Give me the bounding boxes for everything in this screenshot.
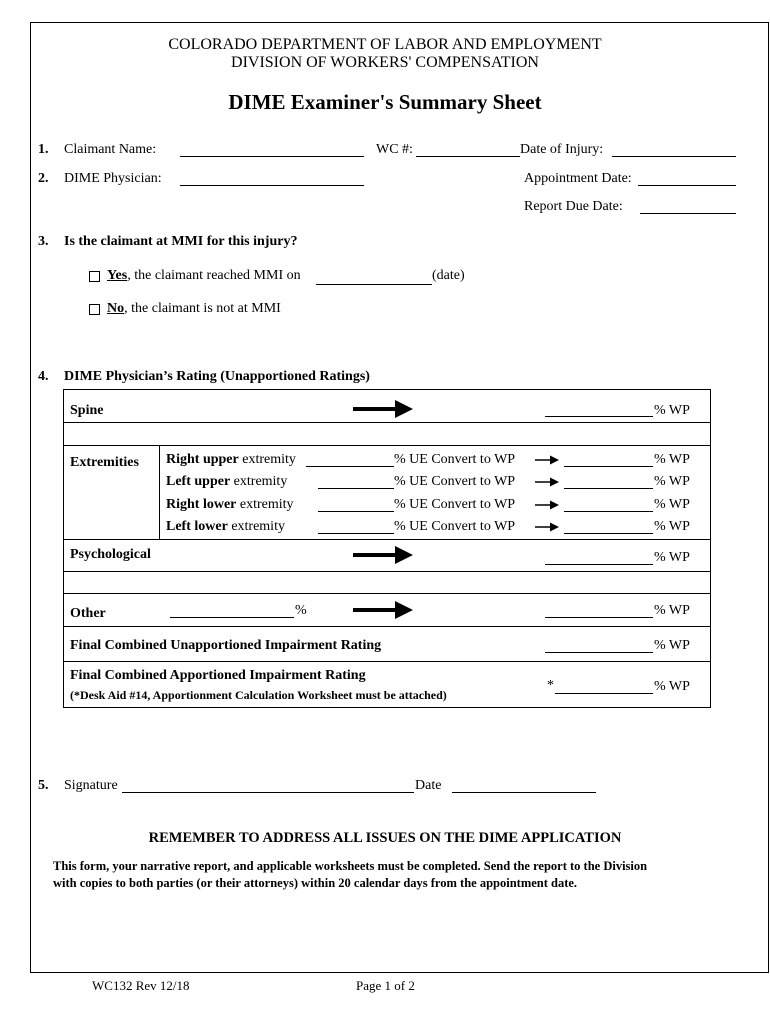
final-unapportioned-label: Final Combined Unapportioned Impairment Rating	[70, 638, 382, 653]
rating-table-divider	[64, 445, 710, 446]
psychological-arrow-icon	[353, 545, 413, 565]
other-percent-unit: %	[295, 603, 307, 618]
mmi-date-field[interactable]	[316, 284, 432, 285]
form-id: WC132 Rev 12/18	[92, 978, 190, 993]
right-lower-arrow-icon	[535, 499, 559, 511]
division-name: DIVISION OF WORKERS' COMPENSATION	[231, 54, 539, 71]
spine-arrow-icon	[353, 399, 413, 419]
signature-date-label: Date	[415, 778, 442, 793]
other-wp-unit: % WP	[654, 603, 690, 618]
left-upper-arrow-icon	[535, 476, 559, 488]
page-number: Page 1 of 2	[356, 978, 415, 993]
q5-number: 5.	[38, 778, 49, 793]
apportionment-note: (*Desk Aid #14, Apportionment Calculation Worksheet must be attached)	[70, 688, 447, 702]
q4-number: 4.	[38, 369, 49, 384]
claimant-name-field[interactable]	[180, 156, 364, 157]
mmi-no-checkbox[interactable]	[89, 304, 100, 315]
left-upper-ue-field[interactable]	[318, 488, 394, 489]
left-upper-wp-field[interactable]	[564, 488, 653, 489]
right-upper-wp-field[interactable]	[564, 466, 653, 467]
extremities-label: Extremities	[70, 455, 139, 470]
date-of-injury-label: Date of Injury:	[520, 142, 604, 157]
instructions-line-1: This form, your narrative report, and applicable worksheets must be completed. Send the report to the Division	[53, 859, 648, 873]
department-name: COLORADO DEPARTMENT OF LABOR AND EMPLOYMENT	[168, 36, 602, 53]
mmi-date-hint: (date)	[432, 268, 465, 283]
signature-date-field[interactable]	[452, 792, 596, 793]
extremities-column-divider	[159, 445, 160, 539]
signature-field[interactable]	[122, 792, 414, 793]
right-lower-extremity-label: Right lower extremity	[166, 497, 294, 512]
reminder-heading: REMEMBER TO ADDRESS ALL ISSUES ON THE DIME APPLICATION	[148, 830, 622, 846]
left-lower-arrow-icon	[535, 521, 559, 533]
right-upper-ue-convert: % UE Convert to WP	[394, 452, 516, 467]
claimant-name-label: Claimant Name:	[64, 142, 157, 157]
wc-number-label: WC #:	[376, 142, 413, 157]
right-lower-ue-field[interactable]	[318, 511, 394, 512]
instructions-line-2: with copies to both parties (or their attorneys) within 20 calendar days from the appointment date.	[53, 876, 578, 890]
appointment-date-field[interactable]	[638, 185, 736, 186]
rating-section-title: DIME Physician’s Rating (Unapportioned Ratings)	[64, 369, 370, 384]
report-due-date-label: Report Due Date:	[524, 199, 623, 214]
psychological-wp-field[interactable]	[545, 564, 653, 565]
final-apportioned-unit: % WP	[654, 679, 690, 694]
final-apportioned-label: Final Combined Apportioned Impairment Rating	[70, 668, 366, 683]
right-lower-wp-field[interactable]	[564, 511, 653, 512]
other-arrow-icon	[353, 600, 413, 620]
right-upper-ue-field[interactable]	[306, 466, 394, 467]
psychological-label: Psychological	[70, 547, 151, 562]
spine-label: Spine	[70, 403, 104, 418]
rating-table-divider	[64, 571, 710, 572]
psychological-wp-unit: % WP	[654, 550, 690, 565]
q1-number: 1.	[38, 142, 49, 157]
rating-table-divider	[64, 661, 710, 662]
right-lower-ue-convert: % UE Convert to WP	[394, 497, 516, 512]
appointment-date-label: Appointment Date:	[524, 171, 632, 186]
mmi-question: Is the claimant at MMI for this injury?	[64, 234, 298, 249]
dime-physician-label: DIME Physician:	[64, 171, 162, 186]
q3-number: 3.	[38, 234, 49, 249]
mmi-yes-label: Yes, the claimant reached MMI on	[107, 268, 301, 283]
mmi-yes-checkbox[interactable]	[89, 271, 100, 282]
left-lower-wp-unit: % WP	[654, 519, 690, 534]
mmi-no-label: No, the claimant is not at MMI	[107, 301, 281, 316]
right-upper-arrow-icon	[535, 454, 559, 466]
left-upper-wp-unit: % WP	[654, 474, 690, 489]
other-label: Other	[70, 606, 106, 621]
left-upper-extremity-label: Left upper extremity	[166, 474, 288, 489]
right-upper-extremity-label: Right upper extremity	[166, 452, 296, 467]
other-wp-field[interactable]	[545, 617, 653, 618]
left-lower-wp-field[interactable]	[564, 533, 653, 534]
rating-table-divider	[64, 422, 710, 423]
other-percent-field[interactable]	[170, 617, 294, 618]
rating-table-divider	[64, 593, 710, 594]
left-lower-ue-field[interactable]	[318, 533, 394, 534]
rating-table-divider	[64, 539, 710, 540]
page-title: DIME Examiner's Summary Sheet	[228, 90, 542, 114]
final-unapportioned-field[interactable]	[545, 652, 653, 653]
report-due-date-field[interactable]	[640, 213, 736, 214]
date-of-injury-field[interactable]	[612, 156, 736, 157]
apportioned-asterisk: *	[547, 678, 554, 693]
left-lower-ue-convert: % UE Convert to WP	[394, 519, 516, 534]
rating-table-divider	[64, 626, 710, 627]
q2-number: 2.	[38, 171, 49, 186]
signature-label: Signature	[64, 778, 118, 793]
right-upper-wp-unit: % WP	[654, 452, 690, 467]
right-lower-wp-unit: % WP	[654, 497, 690, 512]
left-lower-extremity-label: Left lower extremity	[166, 519, 285, 534]
final-apportioned-field[interactable]	[555, 693, 653, 694]
left-upper-ue-convert: % UE Convert to WP	[394, 474, 516, 489]
wc-number-field[interactable]	[416, 156, 520, 157]
final-unapportioned-unit: % WP	[654, 638, 690, 653]
spine-wp-unit: % WP	[654, 403, 690, 418]
dime-physician-field[interactable]	[180, 185, 364, 186]
spine-wp-field[interactable]	[545, 416, 653, 417]
